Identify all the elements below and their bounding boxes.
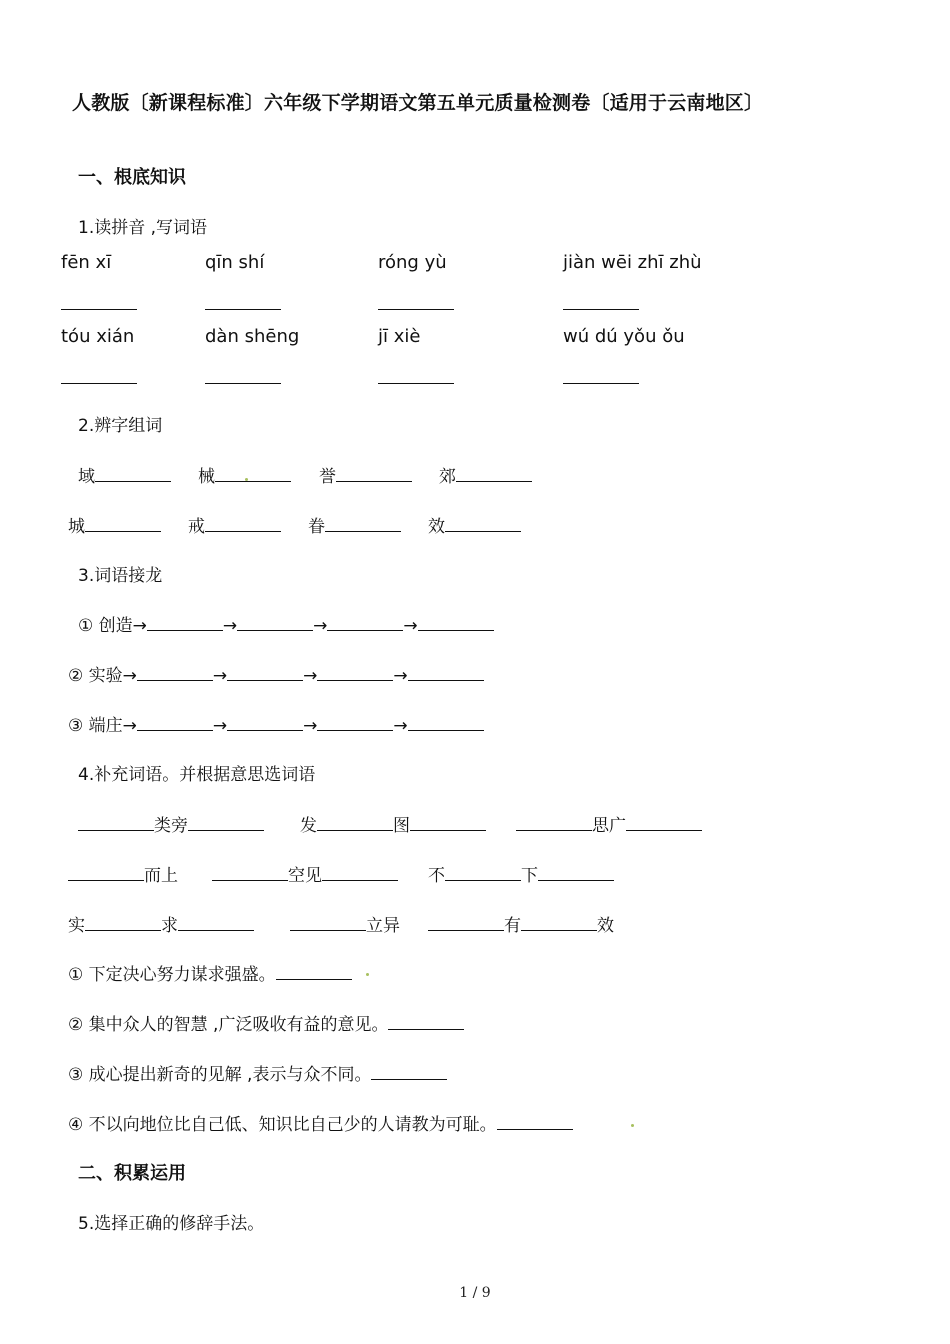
meaning-item	[68, 960, 352, 985]
section-heading-application: 二、积累运用	[78, 1163, 186, 1184]
answer-blank[interactable]	[456, 465, 532, 482]
char-label: 域	[78, 467, 95, 487]
answer-blank[interactable]	[428, 914, 504, 931]
arrow-icon: →	[212, 666, 228, 686]
pinyin-item: wú dú yǒu ǒu	[563, 326, 685, 347]
meaning-text: ① 下定决心努力谋求强盛。	[68, 965, 276, 985]
answer-blank[interactable]	[212, 864, 288, 881]
idiom-text: 类旁	[154, 816, 188, 836]
answer-blank[interactable]	[445, 864, 521, 881]
idiom-fill	[68, 861, 178, 886]
answer-blank[interactable]	[408, 714, 484, 731]
question-5-heading: 5.选择正确的修辞手法。	[78, 1214, 265, 1234]
question-4-heading: 4.补充词语。并根据意思选词语	[78, 765, 316, 785]
meaning-text: ④ 不以向地位比自己低、知识比自己少的人请教为可耻。	[68, 1115, 497, 1135]
arrow-icon: →	[393, 666, 408, 686]
chain-start: ③ 端庄→	[68, 716, 137, 736]
answer-blank[interactable]	[147, 614, 223, 631]
word-chain	[68, 711, 484, 736]
answer-blank[interactable]	[336, 465, 412, 482]
idiom-text: 发	[300, 816, 317, 836]
answer-blank[interactable]	[563, 367, 639, 384]
answer-blank[interactable]	[61, 367, 137, 384]
answer-blank[interactable]	[78, 814, 154, 831]
question-2-heading: 2.辨字组词	[78, 416, 163, 436]
idiom-text: 效	[597, 916, 614, 936]
answer-blank[interactable]	[85, 515, 161, 532]
char-item	[68, 512, 161, 537]
answer-blank[interactable]	[317, 714, 393, 731]
arrow-icon: →	[303, 666, 318, 686]
answer-blank[interactable]	[215, 465, 291, 482]
meaning-text: ② 集中众人的智慧 ,广泛吸收有益的意见。	[68, 1015, 389, 1035]
answer-blank[interactable]	[178, 914, 254, 931]
answer-blank[interactable]	[378, 293, 454, 310]
word-chain	[78, 611, 494, 636]
arrow-icon: →	[313, 616, 328, 636]
answer-blank[interactable]	[327, 614, 403, 631]
speck-mark	[245, 478, 248, 481]
answer-blank[interactable]	[137, 714, 213, 731]
answer-blank[interactable]	[538, 864, 614, 881]
char-item	[308, 512, 401, 537]
answer-blank[interactable]	[237, 614, 313, 631]
idiom-fill	[428, 861, 614, 886]
answer-blank[interactable]	[410, 814, 486, 831]
answer-blank[interactable]	[205, 293, 281, 310]
answer-blank[interactable]	[516, 814, 592, 831]
answer-blank[interactable]	[371, 1063, 447, 1080]
char-item	[78, 462, 171, 487]
answer-blank[interactable]	[445, 515, 521, 532]
meaning-item	[68, 1110, 573, 1135]
arrow-icon: →	[212, 716, 228, 736]
idiom-text: 而上	[144, 866, 178, 886]
answer-blank[interactable]	[325, 515, 401, 532]
answer-blank[interactable]	[408, 664, 484, 681]
idiom-fill	[68, 911, 254, 936]
char-label: 城	[68, 517, 85, 537]
pinyin-item: qīn shí	[205, 252, 265, 273]
answer-blank[interactable]	[626, 814, 702, 831]
pinyin-item: róng yù	[378, 252, 447, 273]
char-label: 械	[198, 467, 215, 487]
answer-blank[interactable]	[227, 714, 303, 731]
answer-blank[interactable]	[317, 814, 393, 831]
pinyin-item: jī xiè	[378, 326, 421, 347]
char-label: 眷	[308, 517, 325, 537]
question-1-heading: 1.读拼音 ,写词语	[78, 218, 208, 238]
answer-blank[interactable]	[95, 465, 171, 482]
idiom-text: 求	[161, 916, 178, 936]
chain-start: ① 创造→	[78, 616, 147, 636]
answer-blank[interactable]	[563, 293, 639, 310]
char-item	[319, 462, 412, 487]
meaning-text: ③ 成心提出新奇的见解 ,表示与众不同。	[68, 1065, 372, 1085]
meaning-item	[68, 1060, 447, 1085]
pinyin-item: jiàn wēi zhī zhù	[563, 252, 702, 273]
answer-blank[interactable]	[68, 864, 144, 881]
answer-blank[interactable]	[322, 864, 398, 881]
idiom-text: 立异	[366, 916, 400, 936]
speck-mark	[631, 1124, 634, 1127]
answer-blank[interactable]	[85, 914, 161, 931]
answer-blank[interactable]	[378, 367, 454, 384]
char-item	[198, 462, 291, 487]
answer-blank[interactable]	[290, 914, 366, 931]
word-chain	[68, 661, 484, 686]
idiom-fill	[300, 811, 486, 836]
answer-blank[interactable]	[497, 1113, 573, 1130]
idiom-text: 思广	[592, 816, 626, 836]
answer-blank[interactable]	[205, 367, 281, 384]
idiom-fill	[428, 911, 614, 936]
arrow-icon: →	[222, 616, 238, 636]
answer-blank[interactable]	[317, 664, 393, 681]
idiom-text: 下	[521, 866, 538, 886]
arrow-icon: →	[403, 616, 418, 636]
char-label: 誉	[319, 467, 336, 487]
speck-mark	[366, 973, 369, 976]
char-item	[439, 462, 532, 487]
page-number: 1 / 9	[459, 1285, 491, 1301]
answer-blank[interactable]	[227, 664, 303, 681]
pinyin-item: fēn xī	[61, 252, 112, 273]
idiom-fill	[290, 911, 400, 936]
answer-blank[interactable]	[137, 664, 213, 681]
idiom-text: 图	[393, 816, 410, 836]
page-title: 人教版〔新课程标准〕六年级下学期语文第五单元质量检测卷〔适用于云南地区〕	[72, 92, 764, 114]
idiom-fill	[212, 861, 398, 886]
char-item	[188, 512, 281, 537]
meaning-item	[68, 1010, 464, 1035]
idiom-text: 不	[428, 866, 445, 886]
answer-blank[interactable]	[205, 515, 281, 532]
char-label: 郊	[439, 467, 456, 487]
idiom-fill	[78, 811, 264, 836]
idiom-text: 空见	[288, 866, 322, 886]
char-label: 效	[428, 517, 445, 537]
answer-blank[interactable]	[388, 1013, 464, 1030]
idiom-text: 有	[504, 916, 521, 936]
section-heading-basics: 一、根底知识	[78, 167, 186, 188]
answer-blank[interactable]	[188, 814, 264, 831]
answer-blank[interactable]	[418, 614, 494, 631]
pinyin-item: tóu xián	[61, 326, 135, 347]
answer-blank[interactable]	[521, 914, 597, 931]
chain-start: ② 实验→	[68, 666, 137, 686]
answer-blank[interactable]	[276, 963, 352, 980]
arrow-icon: →	[393, 716, 408, 736]
idiom-text: 实	[68, 916, 85, 936]
char-item	[428, 512, 521, 537]
pinyin-item: dàn shēng	[205, 326, 300, 347]
arrow-icon: →	[303, 716, 318, 736]
question-3-heading: 3.词语接龙	[78, 566, 163, 586]
answer-blank[interactable]	[61, 293, 137, 310]
char-label: 戒	[188, 517, 205, 537]
idiom-fill	[516, 811, 702, 836]
